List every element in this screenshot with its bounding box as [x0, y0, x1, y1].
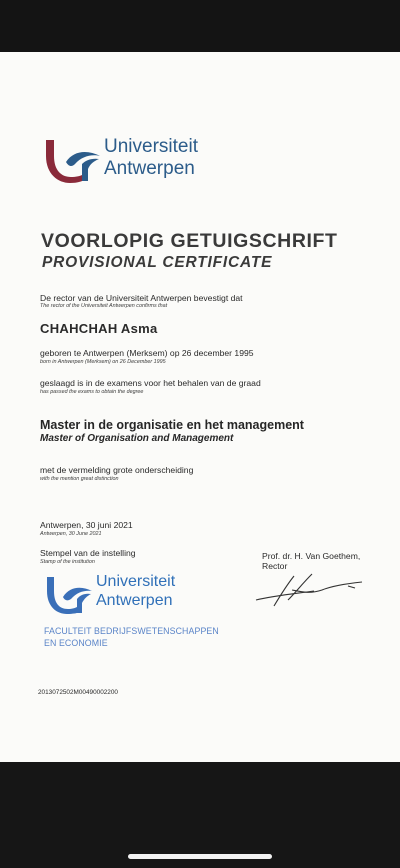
- rector-name: Prof. dr. H. Van Goethem,: [262, 551, 361, 561]
- born-en: born in Antwerpen (Merksem) on 26 December 1995: [40, 359, 166, 365]
- rector-signature: [252, 570, 367, 610]
- degree-dutch: Master in de organisatie en het management: [40, 418, 304, 432]
- university-name-line1: Universiteit: [104, 136, 198, 157]
- university-wordmark: [104, 136, 198, 180]
- date-en: Antwerpen, 30 June 2021: [40, 531, 102, 537]
- rector-title: Rector: [262, 561, 288, 571]
- student-name: CHAHCHAH Asma: [40, 321, 158, 336]
- title-english: PROVISIONAL CERTIFICATE: [42, 254, 273, 271]
- rector-confirms-en: The rector of the Universiteit Antwerpen confirms that: [40, 303, 168, 309]
- rector-confirms-nl: De rector van de Universiteit Antwerpen bevestigt dat: [40, 293, 243, 303]
- university-logo-icon: [44, 136, 102, 184]
- institution-stamp: [44, 572, 254, 652]
- distinction-en: with the mention great distinction: [40, 476, 119, 482]
- top-black-bar: [0, 0, 400, 52]
- home-indicator[interactable]: [128, 854, 272, 859]
- serial-number: 2013072502M00490002200: [38, 689, 118, 696]
- degree-english: Master of Organisation and Management: [40, 433, 234, 444]
- bottom-black-bar: [0, 762, 400, 868]
- certificate-document: [0, 52, 400, 762]
- stamp-label-nl: Stempel van de instelling: [40, 548, 136, 558]
- stamp-faculty-line1: FACULTEIT BEDRIJFSWETENSCHAPPEN: [44, 626, 219, 636]
- stamp-label-en: Stamp of the institution: [40, 559, 95, 565]
- stamp-wordmark: [96, 572, 175, 610]
- stamp-name-line2: Antwerpen: [96, 592, 173, 609]
- distinction-nl: met de vermelding grote onderscheiding: [40, 465, 194, 475]
- born-nl: geboren te Antwerpen (Merksem) op 26 december 1995: [40, 348, 254, 358]
- title-dutch: VOORLOPIG GETUIGSCHRIFT: [41, 230, 338, 252]
- university-name-line2: Antwerpen: [104, 158, 195, 179]
- stamp-name-line1: Universiteit: [96, 573, 176, 590]
- stamp-faculty-line2: EN ECONOMIE: [44, 638, 108, 648]
- date-nl: Antwerpen, 30 juni 2021: [40, 520, 133, 530]
- passed-en: has passed the exams to obtain the degree: [40, 389, 144, 395]
- passed-nl: geslaagd is in de examens voor het behalen van de graad: [40, 378, 261, 388]
- university-logo: [44, 136, 244, 186]
